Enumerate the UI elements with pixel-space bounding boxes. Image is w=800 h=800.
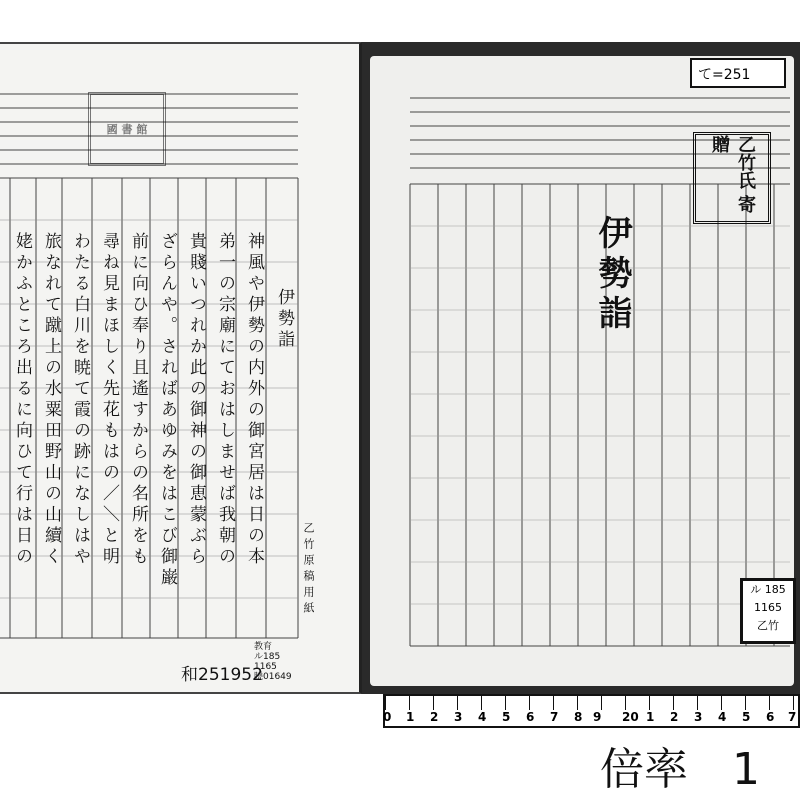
- accession-number: 和251952: [181, 665, 263, 685]
- ruler-tick: [721, 696, 722, 710]
- text-column-4: 貴賤いつれか此の御神の御恵蒙ぶら: [186, 232, 206, 568]
- manuscript-title: 伊勢詣: [592, 215, 632, 335]
- text-column-8: わたる白川を暁て霞の跡になしはや: [70, 232, 90, 568]
- ruler-tick: [697, 696, 698, 710]
- text-column-9: 旅なれて蹴上の水粟田野山の山續く: [41, 232, 61, 568]
- ruler-number: 5: [502, 710, 511, 724]
- ruler-number: 2: [670, 710, 679, 724]
- ruler-tick: [553, 696, 554, 710]
- measurement-ruler: [383, 694, 800, 728]
- text-column-7: 尋ね見まほしく先花もはの／＼と明: [99, 232, 119, 568]
- ruler-tick: [625, 696, 626, 710]
- text-column-1: 伊勢詣: [274, 288, 294, 351]
- library-stamp: 國 書 館: [88, 92, 166, 166]
- ruler-number: 1: [406, 710, 415, 724]
- ruler-tick: [601, 696, 602, 710]
- ruler-number: 4: [718, 710, 727, 724]
- donor-seal: 乙竹氏 寄贈: [693, 132, 771, 224]
- ruler-tick: [385, 696, 386, 710]
- shelf-label-tag: て=251: [690, 58, 786, 88]
- ruler-number: 6: [766, 710, 775, 724]
- text-column-3: 弟一の宗廟にておはしませば我朝の: [215, 232, 235, 568]
- ruler-number: 7: [788, 710, 797, 724]
- ruler-tick: [529, 696, 530, 710]
- ruler-number: 3: [694, 710, 703, 724]
- ruler-number: 1: [646, 710, 655, 724]
- ruler-number: 3: [454, 710, 463, 724]
- ruler-tick: [409, 696, 410, 710]
- ruler-number: 4: [478, 710, 487, 724]
- ruler-number: 6: [526, 710, 535, 724]
- text-column-6: 前に向ひ奉り且遙すからの名所をも: [128, 232, 148, 568]
- paper-publisher-label: 乙竹原稿用紙: [302, 522, 315, 618]
- text-column-5: ざらんや。さればあゆみをはこび御巌: [157, 232, 177, 589]
- ruler-tick: [793, 696, 794, 710]
- ruler-tick: [673, 696, 674, 710]
- text-column-2: 神風や伊勢の内外の御宮居は日の本: [244, 232, 264, 568]
- ruler-number: 7: [550, 710, 559, 724]
- ruler-number: 5: [742, 710, 751, 724]
- ruler-tick: [745, 696, 746, 710]
- text-column-10: 姥かふところ出るに向ひて行は日の: [12, 232, 32, 568]
- ruler-number: 0: [383, 710, 392, 724]
- ruler-tick: [649, 696, 650, 710]
- ruler-tick: [769, 696, 770, 710]
- ruler-tick: [505, 696, 506, 710]
- ruler-tick: [481, 696, 482, 710]
- ruler-number: 20: [622, 710, 639, 724]
- catalog-number-tag: ル 185 1165 乙竹: [740, 578, 796, 644]
- magnification-label: 倍率 1: [600, 744, 760, 795]
- ruler-number: 8: [574, 710, 583, 724]
- ruler-number: 9: [593, 710, 602, 724]
- ruler-tick: [457, 696, 458, 710]
- ruler-tick: [433, 696, 434, 710]
- ruler-number: 2: [430, 710, 439, 724]
- handwritten-annotations: 教育 ル185 1165 曉01649: [254, 642, 292, 682]
- ruler-tick: [577, 696, 578, 710]
